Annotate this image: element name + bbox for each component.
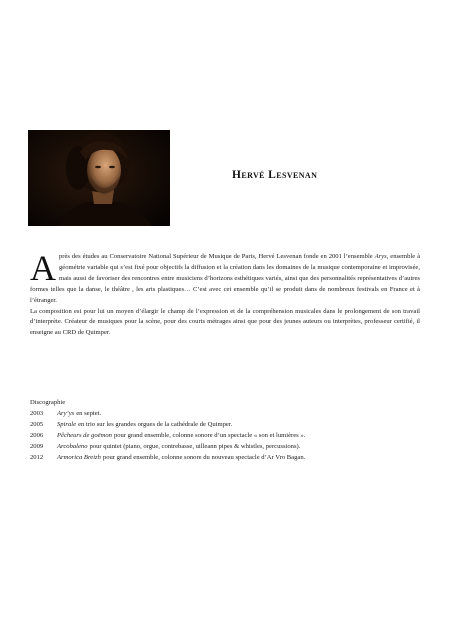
bio-text-segment: , ensemble à géométrie variable qui s’est fixé pour objectifs la diffusion et la création dans les domaines de la musique contemporaine et improvisée, mais aussi de favoriser des rencontres entre musiciens d’horizons esthétiques variés, ainsi que des personnalités représentatives d’autres formes telles que la danse, le théâtre , les arts plastiques… C’est avec cet ensemble qu’il se produit dans de nombreux festivals en France et à l’étranger. [30, 253, 421, 304]
album-description: pour quintet (piano, orgue, contrebasse, uilleann pipes & whistles, percussions). [89, 442, 301, 450]
discography-entry [30, 453, 420, 464]
album-title: Spirale [57, 420, 77, 428]
discography-year: 2003 [30, 409, 44, 417]
discography-year: 2009 [30, 442, 44, 450]
album-title: Pêcheurs de goëmon [57, 431, 112, 439]
bio-paragraph-1 [30, 248, 421, 307]
album-title: Arcobaleno [57, 442, 88, 450]
album-description: pour grand ensemble, colonne sonore d’un spectacle « son et lumières ». [113, 431, 306, 439]
album-title: Ary’ys [57, 409, 75, 417]
album-title: Armorica Breizh [57, 453, 101, 461]
biography-text [30, 248, 421, 339]
bio-paragraph-2: La composition est pour lui un moyen d’élargir le champ de l’expression et de la compréhension musicales dans le prolongement de son travail d’interprète. Créateur de musiques pour la scène, pour des courts métrages ainsi que pour des jeunes auteurs ou interprètes, professeur certifié, il enseigne au CRD de Quimper. [30, 307, 420, 337]
discography-entry [30, 442, 420, 453]
ensemble-name: Arys [374, 253, 387, 260]
discography-year: 2005 [30, 420, 44, 428]
discography-section [30, 398, 420, 463]
bio-text-segment: près des études au Conservatoire National Supérieur de Musique de Paris, Hervé Lesvenan fonde en 2001 l’ensemble [59, 253, 375, 260]
discography-year: 2006 [30, 431, 44, 439]
album-description: pour grand ensemble, colonne sonore du nouveau spectacle d’Ar Vro Bagan. [102, 453, 306, 461]
artist-name-heading: Hervé Lesvenan [232, 169, 318, 181]
drop-cap-letter: A [30, 248, 56, 288]
artist-portrait-photo [28, 130, 170, 226]
discography-title: Discographie [30, 399, 66, 406]
discography-year: 2012 [30, 453, 44, 461]
discography-entry [30, 431, 420, 442]
album-description: en trio sur les grandes orgues de la cathédrale de Quimper. [78, 420, 233, 428]
discography-entry [30, 409, 420, 420]
album-description: en septet. [76, 409, 102, 417]
discography-entry [30, 420, 420, 431]
